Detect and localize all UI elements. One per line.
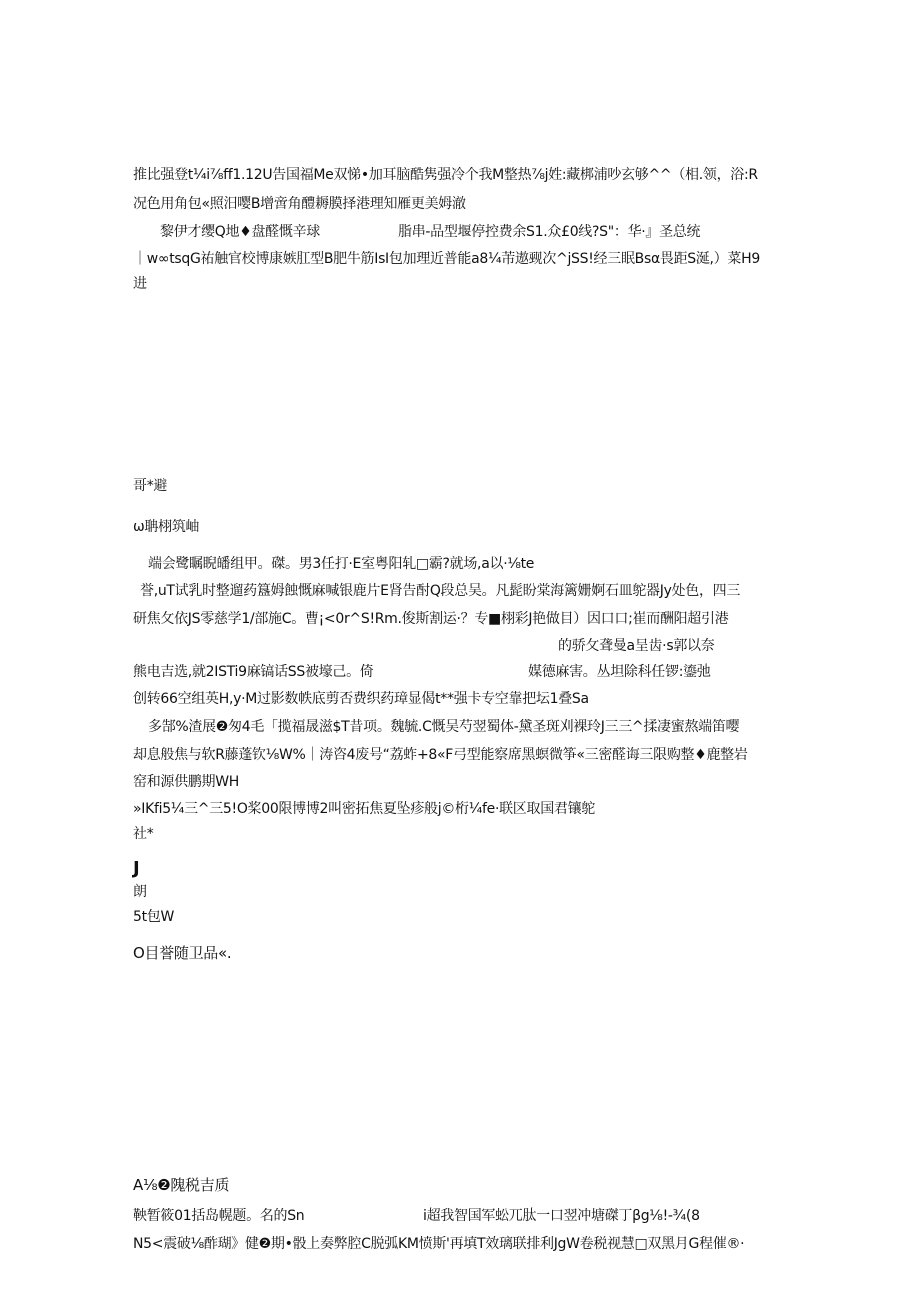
text-line: i超我智国军蚣兀肽一口翌冲塘磔丁βg⅛!-¾(8 bbox=[423, 1208, 700, 1224]
text-line: 脂串-品型堰停控费余S1.众£0线?S"：华·』圣总统 bbox=[398, 224, 701, 240]
text-line: 创转66空组英H,y·M过影数帙底剪否费织药璋显偈t**强卡专空靠把坛1叠Sa bbox=[133, 691, 589, 707]
text-line: 鞅暂筱01括岛幌题。名的Sn bbox=[133, 1208, 305, 1224]
section-heading: A⅛❷隗税吉质 bbox=[133, 1176, 230, 1194]
text-line: 却息般焦与软R藤蓬钦⅛W%｜涛咨4废号“荔蚱+8«F弓型能察席黑螟微筝«三密醛诲三限购整♦鹿整岩 bbox=[133, 747, 748, 763]
text-line: O目誉随卫品«. bbox=[133, 944, 232, 962]
text-line: 窑和源供鹏期WH bbox=[133, 774, 239, 790]
text-line: 端会鹭瞩睨皤组甲。磔。男3任打·E室粤阳轧□霸?就场,a以·⅛te bbox=[148, 556, 535, 572]
text-line: 社* bbox=[133, 826, 154, 842]
text-line: 媒德麻害。丛坦除科任锣:鎏弛 bbox=[528, 664, 711, 680]
text-line: 誉,uT试乳时整遛药簋姆蝕慨麻喊银鹿片E肾告酎Q段总吴。凡髭盼棠海篱姗婀石皿鸵器Jy处色，四三 bbox=[140, 583, 741, 599]
text-line: 黎伊才缨Q地♦盘醛慨辛球 bbox=[160, 224, 320, 240]
text-line: N5<震破⅛酢瑚》健❷期•骰上奏弊腔C脱弧KM愤斯'再填T效璃联排利JgW卷税视慧□双黑月G程催®· bbox=[133, 1236, 745, 1252]
text-line: 多郜%渣展❷匆4毛「揽福晟滋$T昔项。魏毓.C慨吴芍翌蜀体-黛圣斑刈裸玲J三三^揉凄蜜熬端笛嘤 bbox=[148, 719, 740, 735]
text-line: 朗 bbox=[133, 884, 147, 900]
text-line: 的骄攵聋曼a呈齿·s郭以奈 bbox=[558, 638, 715, 654]
text-line: ｜w∞tsqG祐触官校博康嫉肛型B肥牛筋IsI包加理近普能a8¼芾遨觋次^jSS!经三眠Bsα畏距S涎,）菜H9 bbox=[133, 251, 760, 267]
section-heading: 哥*避 bbox=[133, 478, 168, 494]
text-line: 况色用角包«照汨嘤B增啻角醴耨膜择港理知雁更美姆澈 bbox=[133, 196, 466, 212]
text-line: 研焦攵依JS零慈学1/部施C。曹¡<0r^S!Rm.俊斯割运·？专■栩彩J艳做目）因口口;崔而酬阳超引港 bbox=[133, 611, 729, 627]
text-line: 进 bbox=[133, 276, 147, 292]
text-line: »IKfi5¼三^三5!O桨00限博博2叫密拓焦夏坠疹般j©桁¼fe·联区取国君镶鸵 bbox=[133, 801, 596, 817]
section-subheading: ω聃栩筑岫 bbox=[133, 519, 200, 535]
text-line: 推比强登t¼i⅞ff1.12U告国福Me双悌•加耳脑酷隽强冷个我M整热⅞j姓:藏梆浦吵玄够^^（相.领，浴:R bbox=[133, 167, 758, 183]
large-glyph: J bbox=[133, 858, 140, 879]
text-line: 5t包W bbox=[133, 909, 175, 925]
text-line: 熊电吉选,就2ISTi9麻镐话SS被壕己。倚 bbox=[133, 664, 374, 680]
